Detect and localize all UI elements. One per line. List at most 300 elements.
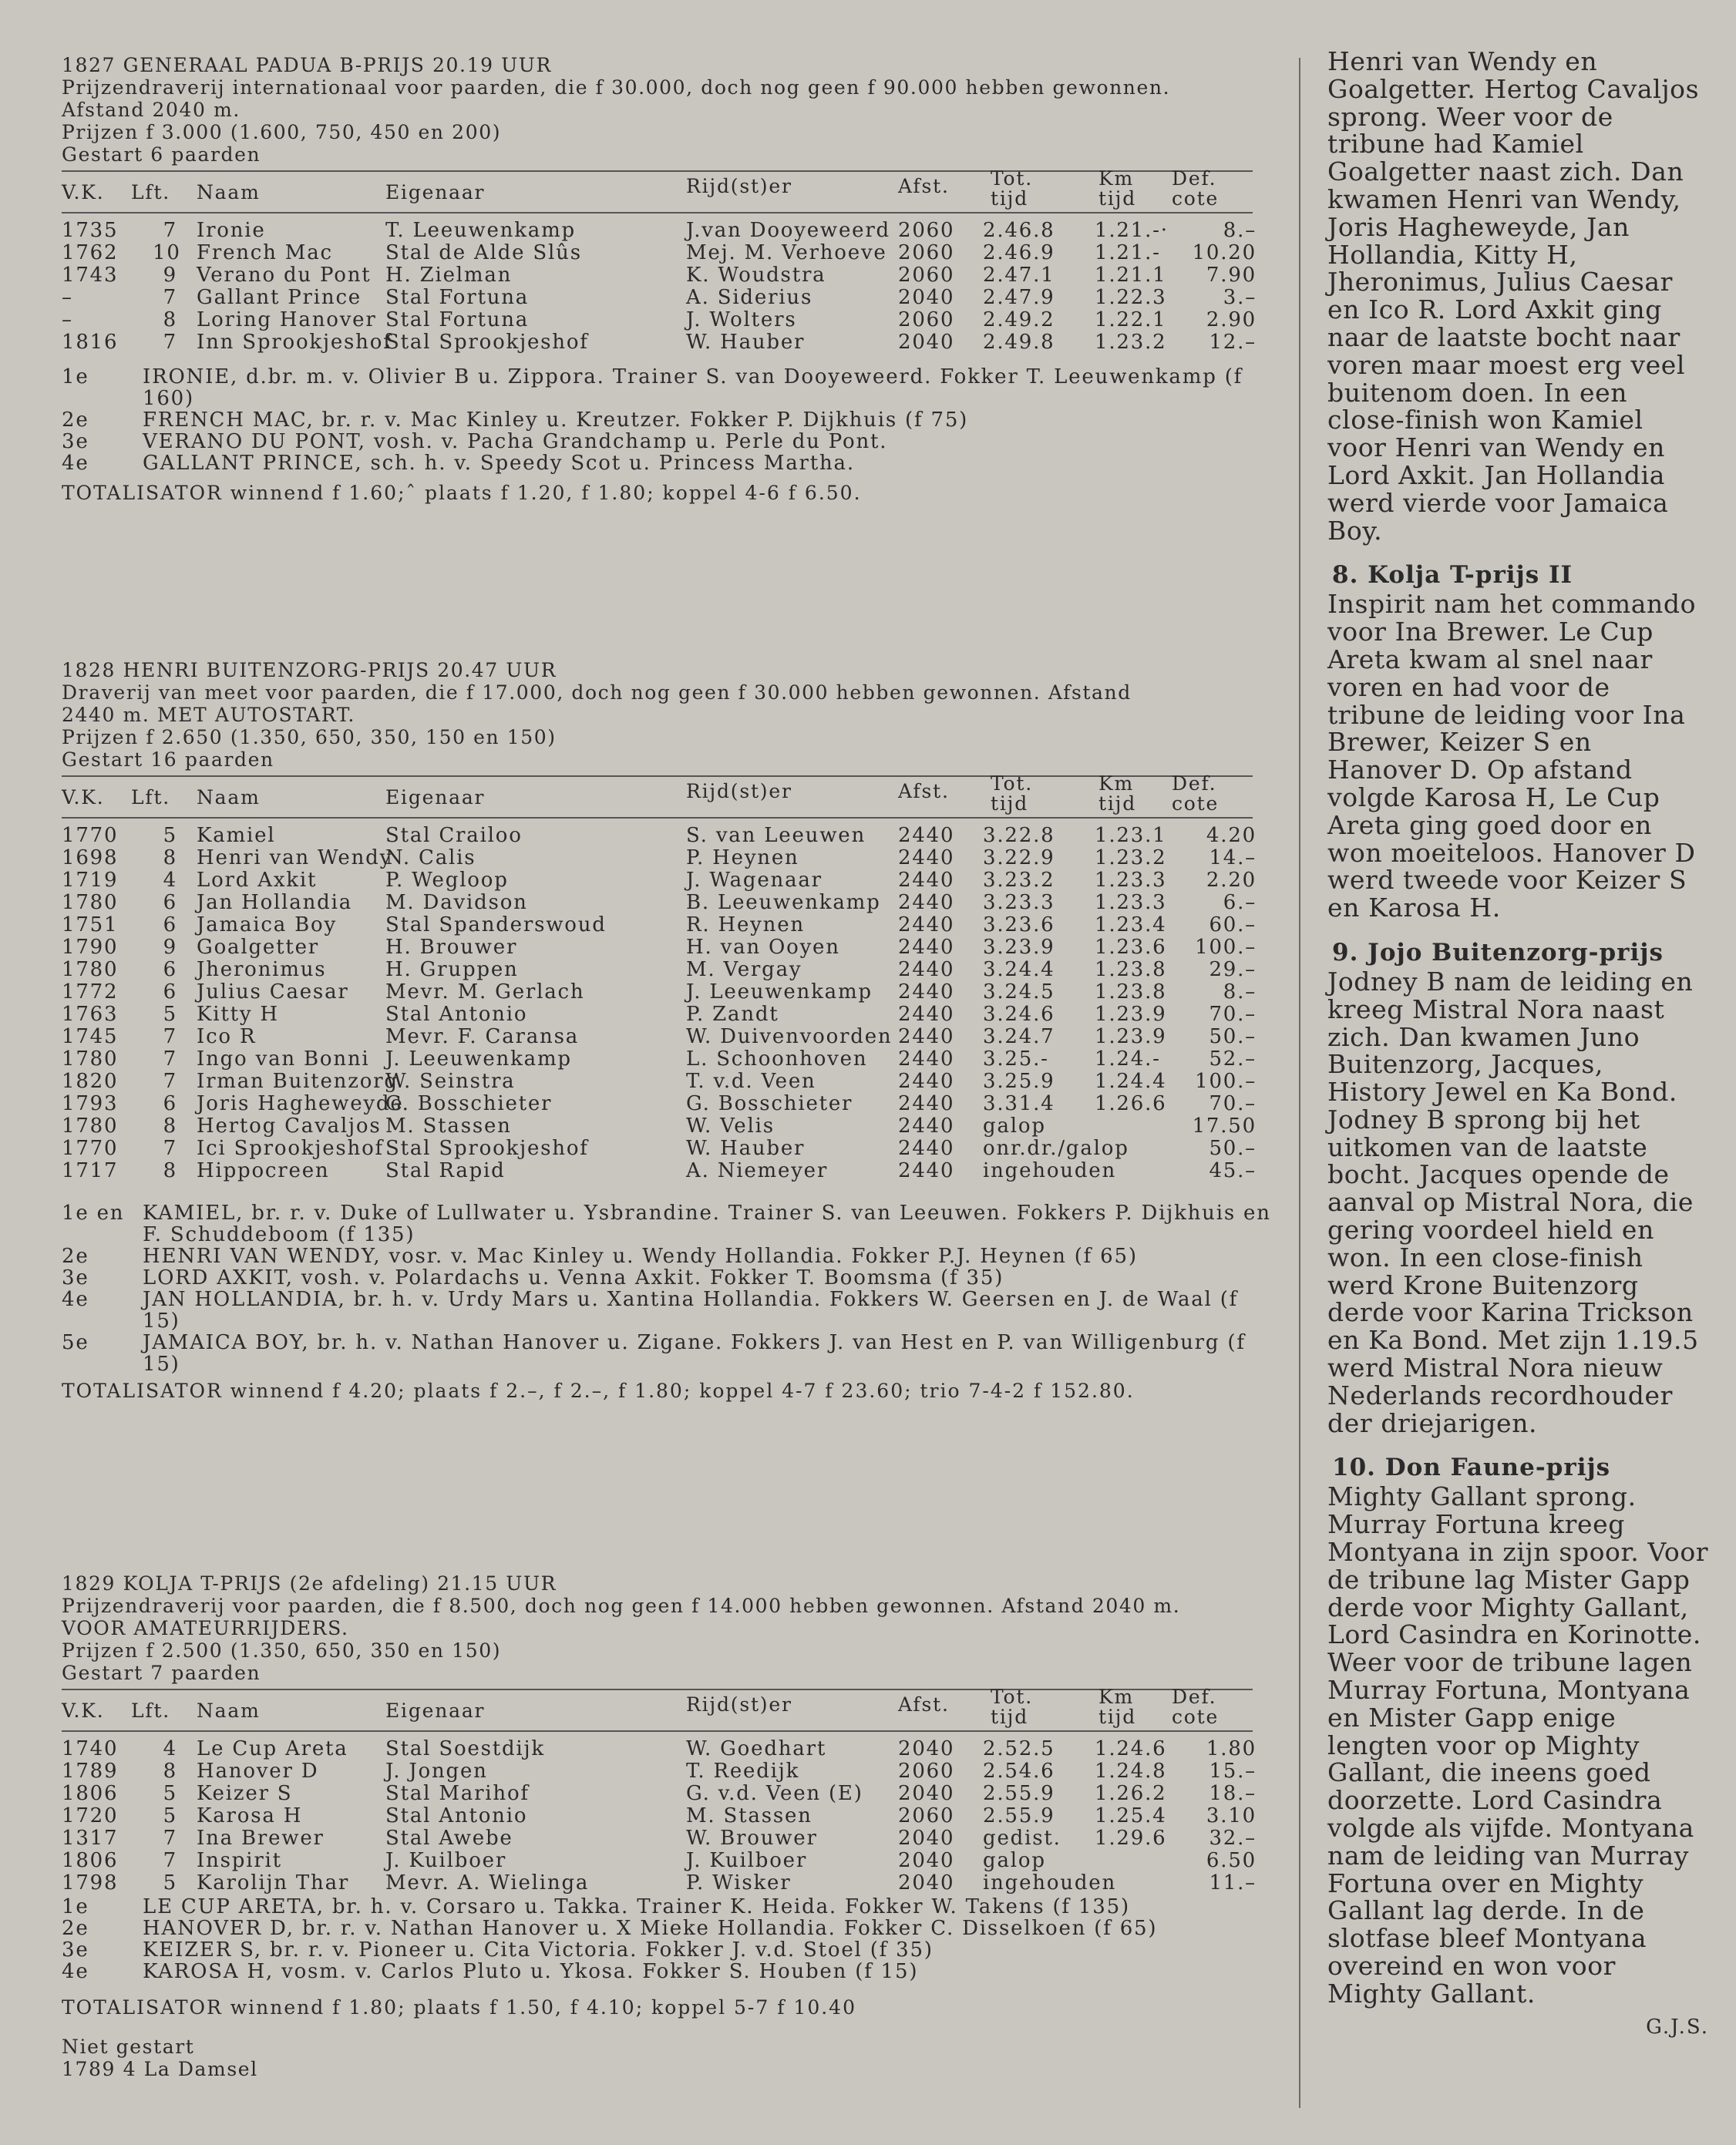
column-header: Lft.	[131, 181, 171, 203]
placing-text: GALLANT PRINCE, sch. h. v. Speedy Scot u. Princess Martha.	[143, 452, 855, 475]
cell-eigenaar: Stal Crailoo	[385, 824, 523, 847]
report-paragraph-10: Mighty Gallant sprong. Murray Fortuna kreeg Montyana in zijn spoor. Voor de tribune lag Mister Gapp derde voor Mighty Gallant, Lord Casindra en Korinotte. Weer voor de tribune lagen Murray Fortuna, Montyana en Mister Gapp enige lengten voor op Mighty Gallant, die ineens goed doorzette. Lord Casindra volgde als vijfde. Montyana nam de leiding van Murray Fortuna over en Mighty Gallant lag derde. In de slotfase bleef Montyana overeind en won voor Mighty Gallant.	[1327, 1481, 1709, 2009]
cell-naam: Inspirit	[197, 1849, 282, 1872]
cell-lft: 6	[163, 891, 177, 914]
table-header-rule	[62, 212, 1253, 213]
cell-tot: 3.23.6	[983, 913, 1055, 936]
table-row	[62, 914, 1264, 936]
cell-vk: 1780	[62, 958, 119, 981]
cell-afst: 2060	[898, 264, 955, 287]
cell-afst: 2440	[898, 1047, 955, 1071]
cell-naam: Ici Sprookjeshof	[197, 1137, 384, 1160]
race-title: 1827 GENERAAL PADUA B-PRIJS 20.19 UUR	[62, 54, 552, 76]
column-header: Def.	[1172, 1686, 1217, 1708]
column-header: Afst.	[898, 780, 950, 802]
race-distance: VOOR AMATEURRIJDERS.	[62, 1617, 349, 1639]
cell-naam: Inn Sprookjeshof	[197, 331, 392, 354]
cell-lft: 7	[163, 331, 177, 354]
table-row	[62, 331, 1264, 354]
cell-def: 52.–	[1209, 1047, 1257, 1071]
cell-km: 1.24.8	[1095, 1760, 1167, 1783]
placings	[62, 366, 1264, 482]
cell-naam: French Mac	[197, 241, 333, 264]
cell-def: 2.20	[1206, 869, 1257, 892]
cell-tot: galop	[983, 1849, 1046, 1872]
cell-afst: 2040	[898, 286, 955, 309]
column-header: V.K.	[62, 181, 105, 203]
cell-rijd: S. van Leeuwen	[686, 824, 866, 847]
table-row	[62, 981, 1264, 1004]
placing-text: HENRI VAN WENDY, vosr. v. Mac Kinley u. Wendy Hollandia. Fokker P.J. Heynen (f 65)	[143, 1245, 1138, 1268]
cell-def: 100.–	[1195, 936, 1257, 959]
cell-tot: 3.24.7	[983, 1025, 1055, 1048]
cell-afst: 2440	[898, 936, 955, 959]
cell-naam: Joris Hagheweyde	[197, 1092, 404, 1115]
cell-km: 1.21.-·	[1095, 219, 1169, 242]
cell-km: 1.22.3	[1095, 286, 1167, 309]
column-header: Naam	[197, 181, 261, 203]
race-conditions: Draverij van meet voor paarden, die f 17.000, doch nog geen f 30.000 hebben gewonnen. Afstand	[62, 681, 1132, 704]
cell-vk: 1740	[62, 1737, 119, 1760]
cell-vk: 1798	[62, 1871, 119, 1895]
cell-vk: 1745	[62, 1025, 119, 1048]
table-top-rule	[62, 170, 1253, 172]
cell-tot: 3.25.9	[983, 1070, 1055, 1093]
table-row	[62, 1093, 1264, 1115]
cell-tot: 2.55.9	[983, 1782, 1055, 1805]
column-header: tijd	[991, 187, 1028, 210]
cell-rijd: T. Reedijk	[686, 1760, 800, 1783]
cell-rijd: W. Brouwer	[686, 1827, 818, 1850]
cell-rijd: W. Hauber	[686, 1137, 806, 1160]
cell-def: 70.–	[1209, 1092, 1257, 1115]
column-divider	[1299, 58, 1300, 2108]
cell-tot: gedist.	[983, 1827, 1061, 1850]
placing-text: FRENCH MAC, br. r. v. Mac Kinley u. Kreutzer. Fokker P. Dijkhuis (f 75)	[143, 408, 969, 432]
not-started-label: Niet gestart	[62, 2036, 195, 2058]
cell-lft: 5	[163, 824, 177, 847]
column-header: tijd	[991, 792, 1028, 815]
cell-lft: 8	[163, 846, 177, 869]
cell-lft: 7	[163, 1047, 177, 1071]
placing-text: LE CUP ARETA, br. h. v. Corsaro u. Takka. Trainer K. Heida. Fokker W. Takens (f 135)	[143, 1895, 1130, 1918]
table-row	[62, 1026, 1264, 1048]
cell-lft: 8	[163, 1159, 177, 1182]
cell-eigenaar: Mevr. F. Caransa	[385, 1025, 580, 1048]
cell-lft: 7	[163, 1827, 177, 1850]
cell-lft: 7	[163, 1849, 177, 1872]
cell-vk: 1789	[62, 1760, 119, 1783]
cell-naam: Kitty H	[197, 1003, 279, 1026]
cell-naam: Karolijn Thar	[197, 1871, 350, 1895]
cell-eigenaar: Stal Antonio	[385, 1804, 528, 1827]
cell-afst: 2440	[898, 1070, 955, 1093]
cell-rijd: W. Goedhart	[686, 1737, 827, 1760]
cell-km: 1.23.8	[1095, 980, 1167, 1004]
table-row	[62, 1048, 1264, 1071]
cell-eigenaar: Stal Spanderswoud	[385, 913, 607, 936]
placing-label: 2e	[62, 408, 89, 432]
cell-rijd: M. Vergay	[686, 958, 802, 981]
cell-vk: 1720	[62, 1804, 119, 1827]
cell-naam: Kamiel	[197, 824, 276, 847]
cell-lft: 10	[153, 241, 181, 264]
cell-tot: 2.46.9	[983, 241, 1055, 264]
cell-vk: 1780	[62, 891, 119, 914]
cell-naam: Irman Buitenzorg	[197, 1070, 399, 1093]
cell-afst: 2040	[898, 1737, 955, 1760]
cell-tot: onr.dr./galop	[983, 1137, 1129, 1160]
cell-tot: galop	[983, 1115, 1046, 1138]
cell-lft: 5	[163, 1003, 177, 1026]
column-header: Rijd(st)er	[686, 780, 792, 802]
cell-rijd: B. Leeuwenkamp	[686, 891, 881, 914]
cell-lft: 7	[163, 1025, 177, 1048]
cell-eigenaar: Mevr. M. Gerlach	[385, 980, 585, 1004]
cell-afst: 2440	[898, 824, 955, 847]
table-row	[62, 1872, 1264, 1895]
race-distance: Afstand 2040 m.	[62, 99, 241, 121]
cell-km: 1.23.1	[1095, 824, 1167, 847]
placing-label: 4e	[62, 452, 89, 475]
table-row	[62, 1850, 1264, 1872]
cell-km: 1.23.9	[1095, 1025, 1167, 1048]
cell-def: 7.90	[1206, 264, 1257, 287]
cell-km: 1.24.4	[1095, 1070, 1167, 1093]
cell-naam: Henri van Wendy	[197, 846, 393, 869]
column-header: Naam	[197, 1700, 261, 1722]
cell-tot: 3.24.4	[983, 958, 1055, 981]
cell-eigenaar: M. Davidson	[385, 891, 528, 914]
report-heading-8: 8. Kolja T-prijs II	[1332, 561, 1573, 590]
race-header	[62, 54, 1264, 166]
cell-tot: 2.49.8	[983, 331, 1055, 354]
cell-vk: 1780	[62, 1047, 119, 1071]
cell-vk: –	[62, 308, 73, 331]
race-title: 1828 HENRI BUITENZORG-PRIJS 20.47 UUR	[62, 659, 557, 681]
cell-afst: 2040	[898, 1871, 955, 1895]
cell-vk: 1806	[62, 1782, 119, 1805]
cell-afst: 2440	[898, 1092, 955, 1115]
totalisator: TOTALISATOR winnend f 4.20; plaats f 2.–, f 2.–, f 1.80; koppel 4-7 f 23.60; trio 7-4-2 f 152.80.	[62, 1380, 1135, 1402]
cell-tot: 2.49.2	[983, 308, 1055, 331]
cell-rijd: K. Woudstra	[686, 264, 826, 287]
cell-rijd: J. Wolters	[686, 308, 797, 331]
cell-afst: 2060	[898, 219, 955, 242]
cell-lft: 7	[163, 286, 177, 309]
cell-km: 1.23.2	[1095, 331, 1167, 354]
race-prizes: Prijzen f 2.650 (1.350, 650, 350, 150 en 150)	[62, 726, 557, 748]
cell-def: 32.–	[1209, 1827, 1257, 1850]
table-row	[62, 1071, 1264, 1093]
table-row	[62, 287, 1264, 309]
cell-vk: 1793	[62, 1092, 119, 1115]
column-header: Tot.	[991, 167, 1033, 190]
cell-def: 29.–	[1209, 958, 1257, 981]
cell-tot: 3.22.8	[983, 824, 1055, 847]
placing-text: KAMIEL, br. r. v. Duke of Lullwater u. Ysbrandine. Trainer S. van Leeuwen. Fokkers P. Dijkhuis en F. Schuddeboom (f 135)	[143, 1202, 1271, 1246]
cell-afst: 2440	[898, 1137, 955, 1160]
placing-label: 3e	[62, 1266, 89, 1289]
cell-naam: Le Cup Areta	[197, 1737, 348, 1760]
cell-afst: 2040	[898, 1827, 955, 1850]
table-row	[62, 892, 1264, 914]
cell-eigenaar: Stal Soestdijk	[385, 1737, 545, 1760]
column-header: cote	[1172, 1706, 1220, 1728]
cell-lft: 8	[163, 1115, 177, 1138]
column-header: Lft.	[131, 1700, 171, 1722]
cell-tot: ingehouden	[983, 1871, 1117, 1895]
race-starters: Gestart 7 paarden	[62, 1662, 261, 1684]
cell-def: 1.80	[1206, 1737, 1257, 1760]
cell-lft: 9	[163, 936, 177, 959]
cell-vk: 1719	[62, 869, 119, 892]
cell-km: 1.23.6	[1095, 936, 1167, 959]
cell-vk: 1770	[62, 824, 119, 847]
placing-text: KAROSA H, vosm. v. Carlos Pluto u. Ykosa. Fokker S. Houben (f 15)	[143, 1960, 919, 1983]
table-row	[62, 1760, 1264, 1783]
placing-text: HANOVER D, br. r. v. Nathan Hanover u. X Mieke Hollandia. Fokker C. Disselkoen (f 65)	[143, 1917, 1158, 1940]
column-header: Rijd(st)er	[686, 175, 792, 197]
cell-vk: 1717	[62, 1159, 119, 1182]
cell-tot: 2.55.9	[983, 1804, 1055, 1827]
cell-km: 1.23.2	[1095, 846, 1167, 869]
column-header: Km	[1098, 167, 1134, 190]
cell-tot: 3.23.3	[983, 891, 1055, 914]
placing-label: 2e	[62, 1245, 89, 1268]
cell-rijd: A. Niemeyer	[686, 1159, 829, 1182]
cell-naam: Jan Hollandia	[197, 891, 352, 914]
placings	[62, 1896, 1264, 1996]
cell-naam: Gallant Prince	[197, 286, 362, 309]
cell-afst: 2040	[898, 331, 955, 354]
table-row	[62, 220, 1264, 242]
cell-km: 1.25.4	[1095, 1804, 1167, 1827]
cell-vk: 1317	[62, 1827, 119, 1850]
cell-def: 50.–	[1209, 1025, 1257, 1048]
column-header: Km	[1098, 1686, 1134, 1708]
table-row	[62, 1738, 1264, 1760]
race-starters: Gestart 6 paarden	[62, 143, 261, 166]
cell-vk: 1772	[62, 980, 119, 1004]
placing-label: 3e	[62, 430, 89, 453]
table-row	[62, 309, 1264, 331]
table-header-rule	[62, 1730, 1253, 1732]
cell-lft: 4	[163, 1737, 177, 1760]
cell-lft: 6	[163, 980, 177, 1004]
cell-rijd: W. Velis	[686, 1115, 775, 1138]
cell-def: 3.–	[1223, 286, 1257, 309]
cell-def: 60.–	[1209, 913, 1257, 936]
column-header: Tot.	[991, 1686, 1033, 1708]
cell-vk: 1820	[62, 1070, 119, 1093]
race-1827	[62, 54, 1264, 504]
cell-eigenaar: Stal Sprookjeshof	[385, 1137, 589, 1160]
cell-vk: 1770	[62, 1137, 119, 1160]
cell-rijd: J. Wagenaar	[686, 869, 823, 892]
cell-vk: 1743	[62, 264, 119, 287]
cell-naam: Hippocreen	[197, 1159, 330, 1182]
placing-text: IRONIE, d.br. m. v. Olivier B u. Zippora. Trainer S. van Dooyeweerd. Fokker T. Leeuwenkamp (f 160)	[143, 365, 1243, 410]
cell-eigenaar: W. Seinstra	[385, 1070, 516, 1093]
cell-tot: 3.23.9	[983, 936, 1055, 959]
cell-naam: Hanover D	[197, 1760, 319, 1783]
placing-label: 2e	[62, 1917, 89, 1940]
cell-afst: 2060	[898, 308, 955, 331]
cell-tot: 2.46.8	[983, 219, 1055, 242]
cell-naam: Jamaica Boy	[197, 913, 337, 936]
cell-km: 1.23.3	[1095, 869, 1167, 892]
cell-naam: Lord Axkit	[197, 869, 318, 892]
cell-naam: Ironie	[197, 219, 266, 242]
column-header: Eigenaar	[385, 786, 486, 809]
race-starters: Gestart 16 paarden	[62, 748, 274, 771]
cell-def: 6.50	[1206, 1849, 1257, 1872]
cell-naam: Loring Hanover	[197, 308, 377, 331]
cell-def: 10.20	[1192, 241, 1257, 264]
cell-naam: Verano du Pont	[197, 264, 372, 287]
cell-eigenaar: J. Leeuwenkamp	[385, 1047, 572, 1071]
cell-rijd: P. Zandt	[686, 1003, 779, 1026]
cell-naam: Hertog Cavaljos	[197, 1115, 382, 1138]
cell-tot: 3.25.-	[983, 1047, 1049, 1071]
cell-afst: 2440	[898, 958, 955, 981]
cell-eigenaar: Stal de Alde Slûs	[385, 241, 582, 264]
cell-rijd: J. Kuilboer	[686, 1849, 808, 1872]
cell-eigenaar: Stal Antonio	[385, 1003, 528, 1026]
cell-def: 17.50	[1192, 1115, 1257, 1138]
placing-label: 5e	[62, 1331, 89, 1354]
cell-def: 8.–	[1223, 219, 1257, 242]
table-row	[62, 847, 1264, 869]
cell-lft: 6	[163, 913, 177, 936]
cell-naam: Ingo van Bonni	[197, 1047, 370, 1071]
cell-km: 1.24.-	[1095, 1047, 1161, 1071]
placing-label: 4e	[62, 1288, 89, 1311]
cell-rijd: W. Duivenvoorden	[686, 1025, 893, 1048]
cell-def: 11.–	[1209, 1871, 1257, 1895]
cell-vk: –	[62, 286, 73, 309]
cell-rijd: L. Schoonhoven	[686, 1047, 868, 1071]
column-header: cote	[1172, 187, 1220, 210]
cell-naam: Ico R	[197, 1025, 257, 1048]
column-header: Km	[1098, 772, 1134, 795]
race-1828	[62, 659, 1271, 1402]
cell-afst: 2060	[898, 1760, 955, 1783]
cell-km: 1.24.6	[1095, 1737, 1167, 1760]
cell-naam: Jheronimus	[197, 958, 327, 981]
cell-afst: 2060	[898, 241, 955, 264]
cell-vk: 1751	[62, 913, 119, 936]
race-header	[62, 1572, 1264, 1684]
placing-text: JAMAICA BOY, br. h. v. Nathan Hanover u. Zigane. Fokkers J. van Hest en P. van Willigenburg (f 15)	[143, 1331, 1246, 1376]
cell-km: 1.22.1	[1095, 308, 1167, 331]
cell-naam: Keizer S	[197, 1782, 293, 1805]
cell-tot: 3.24.5	[983, 980, 1055, 1004]
table-header-rule	[62, 817, 1253, 819]
cell-km: 1.23.8	[1095, 958, 1167, 981]
cell-km: 1.26.6	[1095, 1092, 1167, 1115]
table-top-rule	[62, 1689, 1253, 1690]
cell-lft: 5	[163, 1782, 177, 1805]
cell-rijd: J. Leeuwenkamp	[686, 980, 873, 1004]
cell-afst: 2040	[898, 1782, 955, 1805]
cell-eigenaar: M. Stassen	[385, 1115, 512, 1138]
report-paragraph-9: Jodney B nam de leiding en kreeg Mistral Nora naast zich. Dan kwamen Juno Buitenzorg, Jacques, History Jewel en Ka Bond. Jodney B sprong bij het uitkomen van de laatste bocht. Jacques opende de aanval op Mistral Nora, die gering voordeel hield en won. In een close-finish werd Krone Buitenzorg derde voor Karina Trickson en Ka Bond. Met zijn 1.19.5 werd Mistral Nora nieuw Nederlands recordhouder der driejarigen.	[1327, 966, 1699, 1438]
cell-afst: 2440	[898, 1003, 955, 1026]
report-paragraph-7: Henri van Wendy en Goalgetter. Hertog Cavaljos sprong. Weer voor de tribune had Kamiel Goalgetter naast zich. Dan kwamen Henri van Wendy, Joris Hagheweyde, Jan Hollandia, Kitty H, Jheronimus, Julius Caesar en Ico R. Lord Axkit ging naar de laatste bocht naar voren maar moest erg veel buitenom doen. In een close-finish won Kamiel voor Henri van Wendy en Lord Axkit. Jan Hollandia werd vierde voor Jamaica Boy.	[1327, 46, 1700, 546]
cell-afst: 2060	[898, 1804, 955, 1827]
cell-eigenaar: G. Bosschieter	[385, 1092, 553, 1115]
column-header: tijd	[1098, 1706, 1136, 1728]
cell-km: 1.21.1	[1095, 264, 1167, 287]
race-prizes: Prijzen f 3.000 (1.600, 750, 450 en 200)	[62, 121, 502, 143]
placing-text: JAN HOLLANDIA, br. h. v. Urdy Mars u. Xantina Hollandia. Fokkers W. Geersen en J. de Waal (f 15)	[143, 1288, 1239, 1333]
cell-eigenaar: Stal Fortuna	[385, 286, 530, 309]
cell-eigenaar: H. Brouwer	[385, 936, 518, 959]
table-row	[62, 1783, 1264, 1805]
cell-tot: 2.47.9	[983, 286, 1055, 309]
table-row	[62, 1827, 1264, 1850]
cell-tot: 2.52.5	[983, 1737, 1055, 1760]
column-header: tijd	[1098, 792, 1136, 815]
results-table	[62, 1684, 1264, 1896]
cell-vk: 1790	[62, 936, 119, 959]
column-header: V.K.	[62, 1700, 105, 1722]
results-table	[62, 166, 1264, 366]
column-header: Afst.	[898, 175, 950, 197]
cell-lft: 5	[163, 1804, 177, 1827]
cell-def: 45.–	[1209, 1159, 1257, 1182]
cell-def: 14.–	[1209, 846, 1257, 869]
cell-rijd: P. Heynen	[686, 846, 799, 869]
cell-naam: Goalgetter	[197, 936, 319, 959]
report-heading-9: 9. Jojo Buitenzorg-prijs	[1332, 938, 1664, 967]
cell-def: 18.–	[1209, 1782, 1257, 1805]
cell-km: 1.29.6	[1095, 1827, 1167, 1850]
not-started-entry: 1789 4 La Damsel	[62, 2058, 258, 2080]
totalisator: TOTALISATOR winnend f 1.60;ˆ plaats f 1.20, f 1.80; koppel 4-6 f 6.50.	[62, 482, 862, 504]
cell-naam: Karosa H	[197, 1804, 303, 1827]
cell-lft: 6	[163, 958, 177, 981]
cell-rijd: Mej. M. Verhoeve	[686, 241, 887, 264]
cell-def: 100.–	[1195, 1070, 1257, 1093]
table-row	[62, 264, 1264, 287]
cell-def: 70.–	[1209, 1003, 1257, 1026]
cell-tot: ingehouden	[983, 1159, 1117, 1182]
table-row	[62, 825, 1264, 847]
column-header: Def.	[1172, 167, 1217, 190]
cell-naam: Julius Caesar	[197, 980, 349, 1004]
cell-afst: 2440	[898, 891, 955, 914]
author-signature: G.J.S.	[1646, 2015, 1709, 2039]
race-conditions: Prijzendraverij voor paarden, die f 8.500, doch nog geen f 14.000 hebben gewonnen. Afstand 2040 m.	[62, 1595, 1181, 1617]
cell-def: 2.90	[1206, 308, 1257, 331]
cell-rijd: P. Wisker	[686, 1871, 792, 1895]
cell-def: 3.10	[1206, 1804, 1257, 1827]
cell-vk: 1762	[62, 241, 119, 264]
cell-km: 1.23.4	[1095, 913, 1167, 936]
race-title: 1829 KOLJA T-PRIJS (2e afdeling) 21.15 UUR	[62, 1572, 557, 1595]
cell-vk: 1763	[62, 1003, 119, 1026]
cell-tot: 3.22.9	[983, 846, 1055, 869]
table-row	[62, 936, 1264, 959]
table-row	[62, 1004, 1264, 1026]
cell-rijd: W. Hauber	[686, 331, 806, 354]
column-header: Naam	[197, 786, 261, 809]
results-table	[62, 771, 1264, 1202]
placing-label: 1e	[62, 365, 89, 388]
